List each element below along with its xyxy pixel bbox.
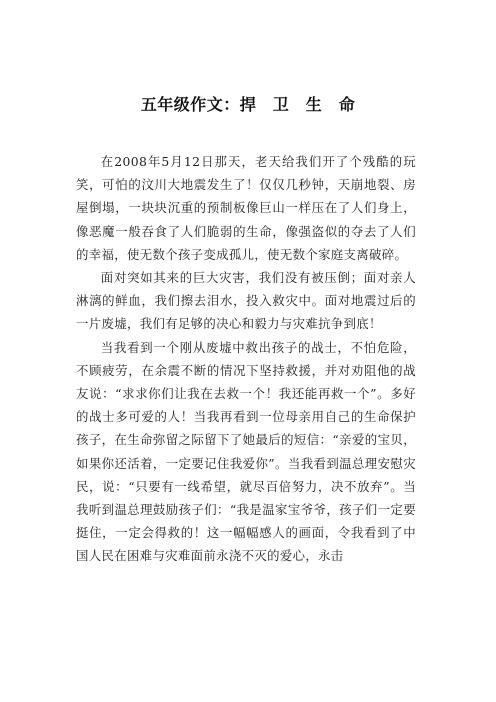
page-title: 五年级作文：捍 卫 生 命 (140, 95, 356, 114)
paragraph-2: 面对突如其来的巨大灾害，我们没有被压倒；面对亲人淋漓的鲜血，我们擦去泪水，投入救灾中。面对地震过后的一片废墟，我们有足够的决心和毅力与灾难抗争到底！ (76, 270, 416, 332)
paragraph-1: 在2008年5月12日那天，老天给我们开了个残酷的玩笑，可怕的汶川大地震发生了！仅仅几秒钟，天崩地裂、房屋倒塌，一块块沉重的预制板像巨山一样压在了人们身上，像恶魔一般吞食了人们脆弱的生命，像强盗似的夺去了人们的幸福，使无数个孩子变成孤儿，使无数个家庭支离破碎。 (76, 154, 416, 262)
paragraph-3: 当我看到一个刚从废墟中救出孩子的战士，不怕危险，不顾疲劳，在余震不断的情况下坚持救援，并对劝阻他的战友说：“求求你们让我在去救一个！我还能再救一个”。多好的战士多可爱的人！当我再看到一位母亲用自己的生命保护孩子，在生命弥留之际留下了她最后的短信：“亲爱的宝贝，如果你还活着，一定要记住我爱你”。当我看到温总理安慰灾民，说：“只要有一线希望，就尽百倍努力，决不放弃”。当我听到温总理鼓励孩子们：“我是温家宝爷爷，孩子们一定要挺住，一定会得救的！这一幅幅感人的画面，令我看到了中国人民在困难与灾难面前永浇不灭的爱心，永击 (76, 339, 416, 564)
essay-body (76, 150, 416, 568)
